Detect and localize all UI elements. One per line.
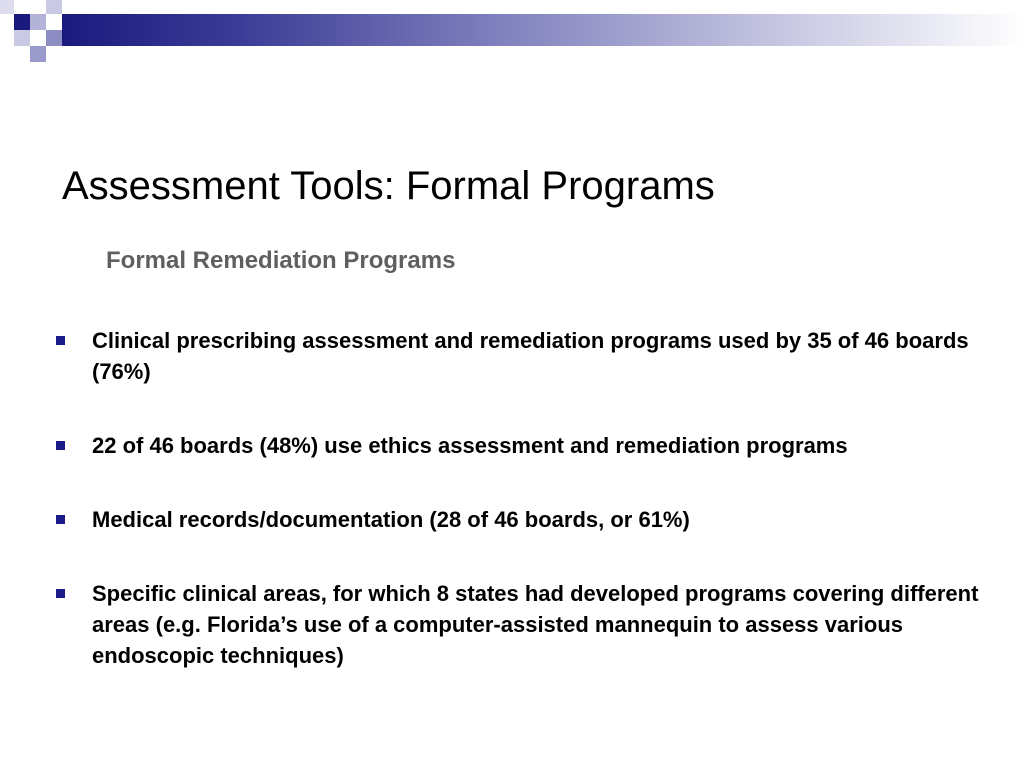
square-accent-light (14, 30, 30, 46)
bullet-text: Specific clinical areas, for which 8 states had developed programs covering different areas (e.g. Florida’s use of a computer-assisted mannequin to assess various endoscopic techniques) (92, 581, 979, 668)
bullet-item (56, 578, 981, 671)
bullet-item (56, 430, 981, 461)
square-accent-dark (14, 14, 30, 30)
bullet-item (56, 325, 981, 387)
square-accent-light (46, 30, 62, 46)
header-gradient-bar (62, 14, 1024, 46)
slide-subtitle: Formal Remediation Programs (106, 247, 456, 274)
bullet-text: Clinical prescribing assessment and remediation programs used by 35 of 46 boards (76%) (92, 328, 969, 384)
slide-title: Assessment Tools: Formal Programs (62, 164, 715, 208)
bullet-text: Medical records/documentation (28 of 46 boards, or 61%) (92, 507, 690, 532)
bullet-text: 22 of 46 boards (48%) use ethics assessment and remediation programs (92, 433, 848, 458)
bullet-list (56, 325, 981, 671)
square-accent-light (30, 14, 46, 30)
square-accent-light (30, 46, 46, 62)
square-accent-light (46, 0, 62, 14)
square-bullet-icon (56, 515, 65, 524)
square-bullet-icon (56, 589, 65, 598)
square-bullet-icon (56, 336, 65, 345)
square-bullet-icon (56, 441, 65, 450)
square-accent-light (0, 0, 14, 14)
bullet-item (56, 504, 981, 535)
